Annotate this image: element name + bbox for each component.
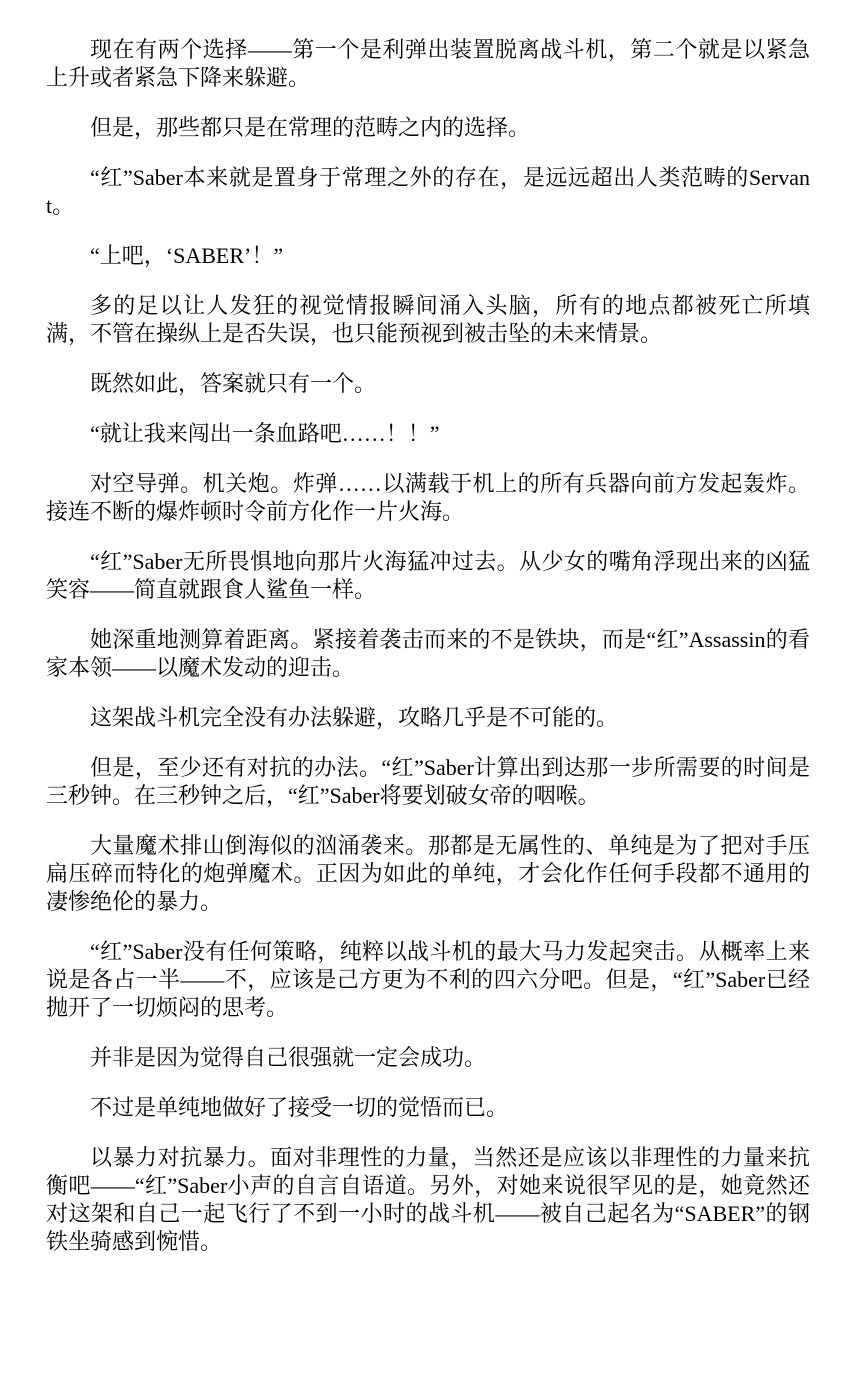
paragraph: 现在有两个选择——第一个是利弹出装置脱离战斗机，第二个就是以紧急上升或者紧急下降来躲避。 <box>46 37 810 90</box>
paragraph: 既然如此，答案就只有一个。 <box>90 371 377 396</box>
paragraph: 以暴力对抗暴力。面对非理性的力量，当然还是应该以非理性的力量来抗衡吧——“红”Saber小声的自言自语道。另外，对她来说很罕见的是，她竟然还对这架和自己一起飞行了不到一小时的战斗机——被自己起名为“SABER”的钢铁坐骑感到惋惜。 <box>46 1145 810 1254</box>
paragraph: 并非是因为觉得自己很强就一定会成功。 <box>90 1045 487 1070</box>
paragraph: 但是，那些都只是在常理的范畴之内的选择。 <box>90 115 531 140</box>
paragraph: 大量魔术排山倒海似的汹涌袭来。那都是无属性的、单纯是为了把对手压扁压碎而特化的炮弹魔术。正因为如此的单纯，才会化作任何手段都不通用的凄惨绝伦的暴力。 <box>46 833 810 914</box>
paragraph: 不过是单纯地做好了接受一切的觉悟而已。 <box>90 1095 509 1120</box>
paragraph: “红”Saber本来就是置身于常理之外的存在，是远远超出人类范畴的Servant。 <box>46 165 810 218</box>
paragraph-dialogue: “就让我来闯出一条血路吧……！！” <box>90 421 440 446</box>
paragraph: 对空导弹。机关炮。炸弹……以满载于机上的所有兵器向前方发起轰炸。接连不断的爆炸顿时令前方化作一片火海。 <box>46 471 810 524</box>
paragraph: 多的足以让人发狂的视觉情报瞬间涌入头脑，所有的地点都被死亡所填满，不管在操纵上是否失误，也只能预视到被击坠的未来情景。 <box>46 293 810 346</box>
paragraph: 她深重地测算着距离。紧接着袭击而来的不是铁块，而是“红”Assassin的看家本领——以魔术发动的迎击。 <box>46 627 810 680</box>
paragraph-dialogue: “上吧，‘SABER’！” <box>90 243 284 268</box>
paragraph: “红”Saber无所畏惧地向那片火海猛冲过去。从少女的嘴角浮现出来的凶猛笑容——简直就跟食人鲨鱼一样。 <box>46 549 810 602</box>
paragraph: 这架战斗机完全没有办法躲避，攻略几乎是不可能的。 <box>90 705 619 730</box>
paragraph: “红”Saber没有任何策略，纯粹以战斗机的最大马力发起突击。从概率上来说是各占一半——不，应该是己方更为不利的四六分吧。但是，“红”Saber已经抛开了一切烦闷的思考。 <box>46 939 810 1020</box>
paragraph: 但是，至少还有对抗的办法。“红”Saber计算出到达那一步所需要的时间是三秒钟。在三秒钟之后，“红”Saber将要划破女帝的咽喉。 <box>46 755 810 808</box>
